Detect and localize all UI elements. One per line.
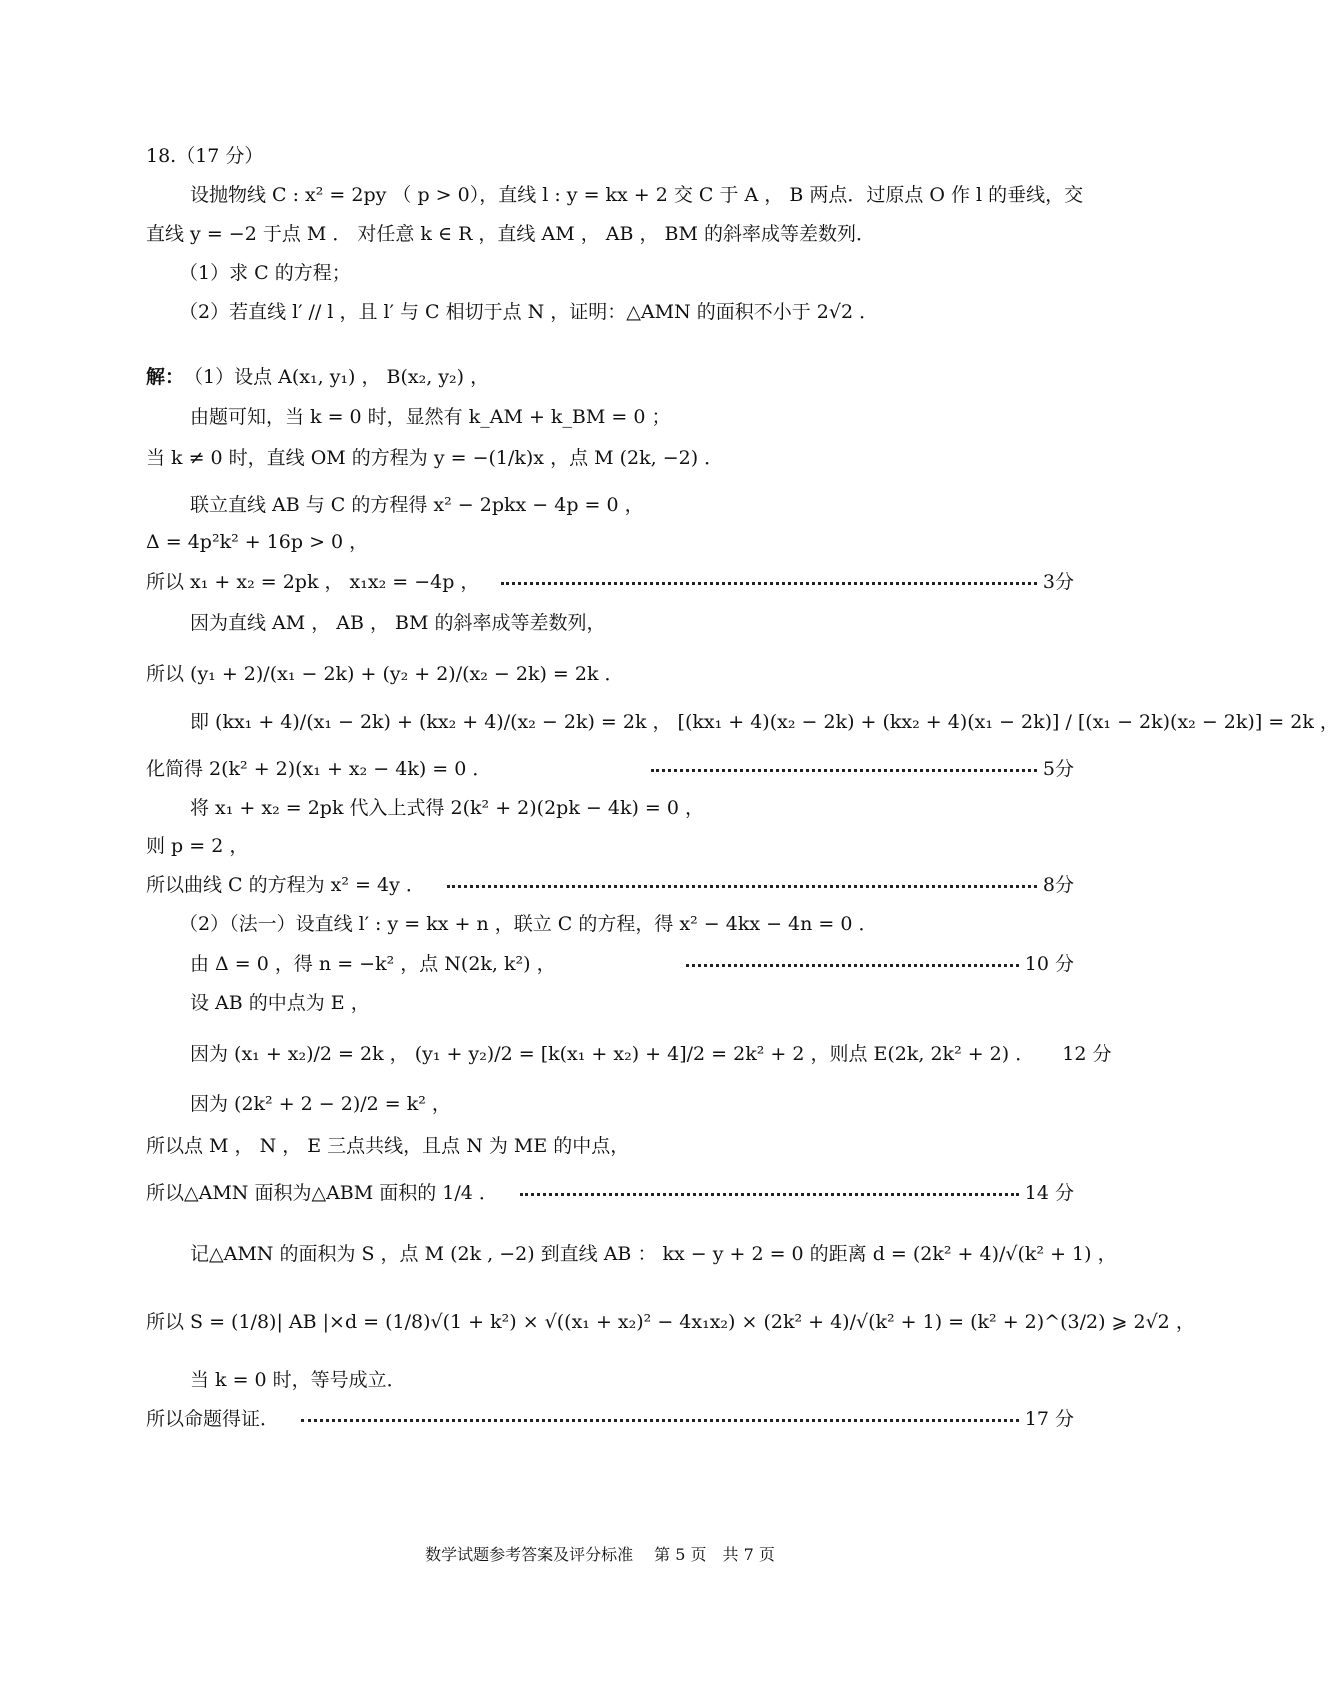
solution-step-15: 由 Δ = 0 ，得 n = −k² ，点 N(2k, k²) ， 10 分	[0, 942, 1200, 982]
solution-step-19: 所以点 M ， N ， E 三点共线，且点 N 为 ME 的中点，	[146, 1134, 630, 1157]
solution-step-2: 由题可知，当 k = 0 时，显然有 k_AM + k_BM = 0 ；	[190, 405, 671, 428]
solution-step-11: 将 x₁ + x₂ = 2pk 代入上式得 2(k² + 2)(2pk − 4k) = 0 ，	[190, 796, 704, 819]
score-leader	[651, 769, 1037, 772]
solution-step-10: 化简得 2(k² + 2)(x₁ + x₂ − 4k) = 0 ． 5分	[0, 747, 1200, 787]
solution-step-3: 当 k ≠ 0 时，直线 OM 的方程为 y = −(1/k)x ，点 M (2k, −2) ．	[146, 446, 724, 469]
score-mark: 5分	[1042, 757, 1074, 780]
solution-step-21: 记△AMN 的面积为 S ，点 M (2k , −2) 到直线 AB ： kx − y + 2 = 0 的距离 d = (2k² + 4)/√(k² + 1) ，	[190, 1242, 1117, 1265]
solution-step-24: 所以命题得证． 17 分	[0, 1397, 1200, 1437]
solution-step-13: 所以曲线 C 的方程为 x² = 4y ． 8分	[0, 863, 1200, 903]
solution-step-22: 所以 S = (1/8)| AB |×d = (1/8)√(1 + k²) × √((x₁ + x₂)² − 4x₁x₂) × (2k² + 4)/√(k² + 1) = (k² + 2)^(3/2) ⩾ 2√2 ，	[146, 1310, 1195, 1333]
solution-step-6: 所以 x₁ + x₂ = 2pk ， x₁x₂ = −4p ， 3分	[0, 560, 1200, 600]
score-leader	[447, 885, 1037, 888]
solution-label: 解：	[146, 365, 185, 388]
score-mark: 12 分	[1062, 1042, 1112, 1065]
score-mark: 17 分	[1024, 1407, 1074, 1430]
score-leader	[520, 1193, 1019, 1196]
solution-step-20: 所以△AMN 面积为△ABM 面积的 1/4 ． 14 分	[0, 1171, 1200, 1211]
page-footer: 数学试题参考答案及评分标准 第 5 页 共 7 页	[425, 1545, 775, 1564]
solution-step-4: 联立直线 AB 与 C 的方程得 x² − 2pkx − 4p = 0 ，	[190, 493, 644, 516]
solution-step-1: 解： （1）设点 A(x₁, y₁) ， B(x₂, y₂) ，	[0, 355, 1200, 395]
problem-stem-line1: 设抛物线 C : x² = 2py （ p > 0），直线 l : y = kx + 2 交 C 于 A ， B 两点．过原点 O 作 l 的垂线，交	[190, 183, 1084, 206]
score-leader	[501, 582, 1036, 585]
score-mark: 10 分	[1024, 952, 1074, 975]
score-mark: 8分	[1042, 873, 1074, 896]
solution-step-7: 因为直线 AM ， AB ， BM 的斜率成等差数列，	[190, 611, 606, 634]
solution-step-17: 因为 (x₁ + x₂)/2 = 2k ， (y₁ + y₂)/2 = [k(x₁ + x₂) + 4]/2 = 2k² + 2 ，则点 E(2k, 2k² + 2) ． 12 分	[0, 1032, 1200, 1072]
solution-step-14: （2）（法一）设直线 l′ : y = kx + n ，联立 C 的方程，得 x² − 4kx − 4n = 0 ．	[179, 912, 878, 935]
problem-question-1: （1）求 C 的方程；	[179, 261, 351, 284]
problem-header: 18.（17 分）	[146, 144, 264, 167]
solution-step-8: 所以 (y₁ + 2)/(x₁ − 2k) + (y₂ + 2)/(x₂ − 2k) = 2k ．	[146, 662, 624, 685]
solution-step-9: 即 (kx₁ + 4)/(x₁ − 2k) + (kx₂ + 4)/(x₂ − 2k) = 2k ， [(kx₁ + 4)(x₂ − 2k) + (kx₂ + 4)(x₁ − 2k)] / [(x₁ − 2k)(x₂ − 2k)] = 2k ，	[190, 710, 1339, 733]
score-leader	[301, 1419, 1019, 1422]
solution-step-23: 当 k = 0 时，等号成立．	[190, 1368, 406, 1391]
problem-stem-line2: 直线 y = −2 于点 M ． 对任意 k ∈ R ，直线 AM ， AB ， BM 的斜率成等差数列．	[146, 222, 875, 245]
solution-step-18: 因为 (2k² + 2 − 2)/2 = k² ，	[190, 1092, 451, 1115]
score-mark: 3分	[1042, 570, 1074, 593]
score-leader	[686, 964, 1019, 967]
problem-question-2: （2）若直线 l′ // l ，且 l′ 与 C 相切于点 N ，证明：△AMN 的面积不小于 2√2 ．	[179, 300, 879, 323]
solution-step-5: Δ = 4p²k² + 16p > 0 ，	[146, 530, 369, 553]
score-mark: 14 分	[1024, 1181, 1074, 1204]
solution-step-12: 则 p = 2 ，	[146, 834, 249, 857]
solution-step-16: 设 AB 的中点为 E ，	[190, 991, 370, 1014]
